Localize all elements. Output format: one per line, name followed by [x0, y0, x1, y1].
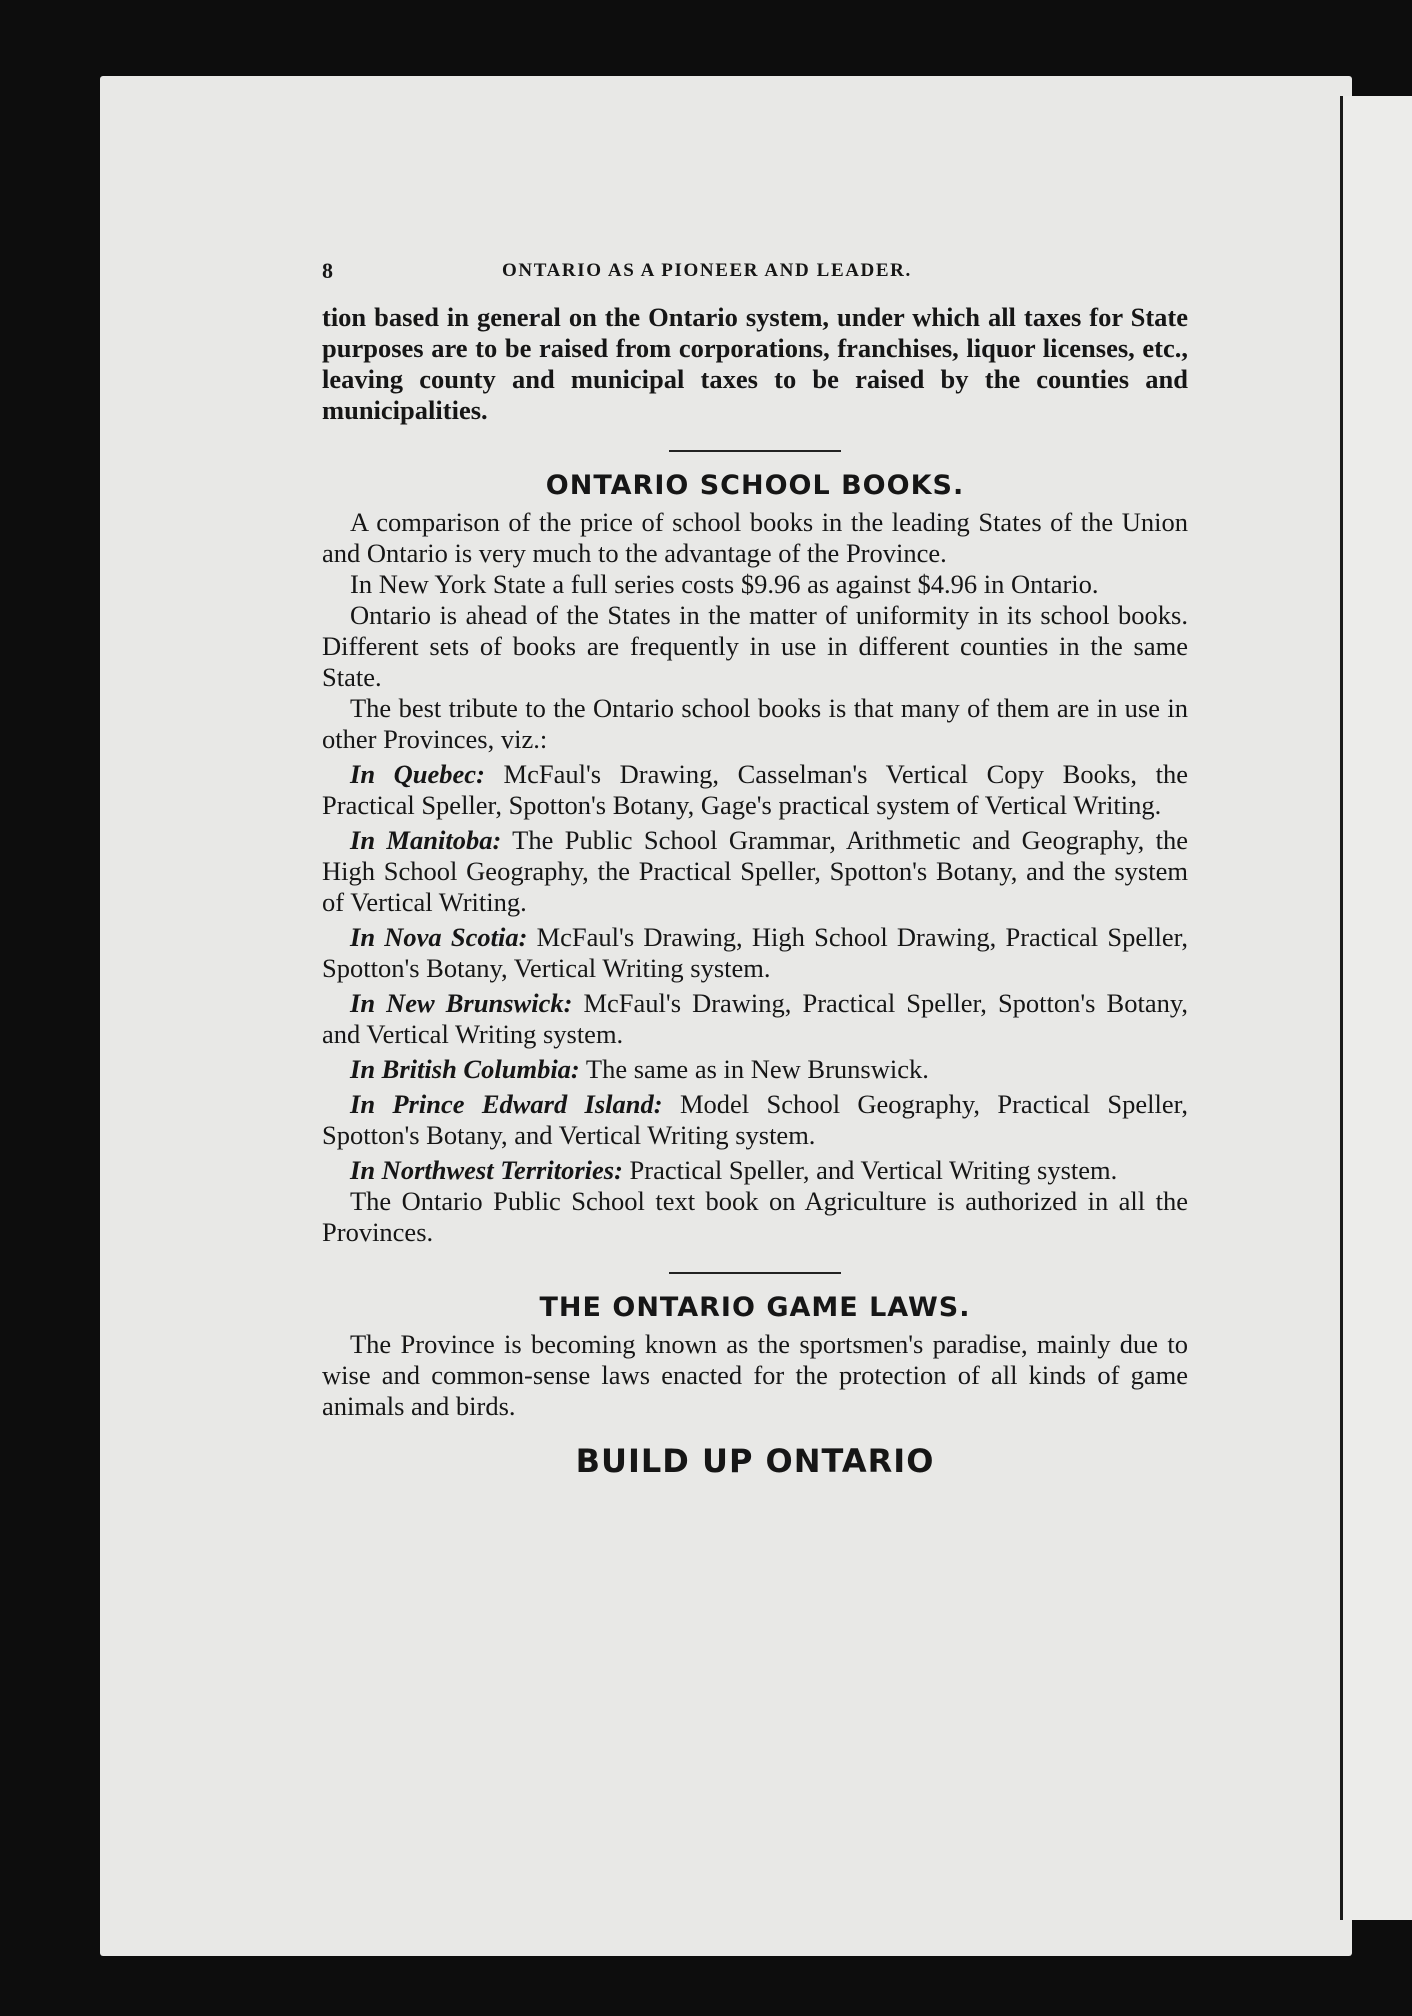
intro-paragraph: tion based in general on the Ontario system, under which all taxes for State purposes are to be raised from corporations, franchises, liquor licenses, etc., leaving county and municipal taxes to be raised by the counties and municipalities. — [322, 302, 1188, 425]
game-laws-paragraph: The Province is becoming known as the sportsmen's paradise, mainly due to wise and common-sense laws enacted for the protection of all kinds of game animals and birds. — [322, 1329, 1188, 1421]
closing-paragraph: The Ontario Public School text book on Agriculture is authorized in all the Provinces. — [322, 1186, 1188, 1247]
province-label: In British Columbia: — [350, 1054, 580, 1084]
province-entry — [322, 1054, 1188, 1085]
paragraph: In New York State a full series costs $9.96 as against $4.96 in Ontario. — [350, 569, 1099, 599]
province-text: McFaul's Drawing, Casselman's Vertical Copy Books, the Practical Speller, Spotton's Botany, Gage's practical system of Vertical Writing. — [322, 759, 1189, 820]
province-text: McFaul's Drawing, Practical Speller, Spotton's Botany, and Vertical Writing system. — [322, 988, 1189, 1049]
section-divider — [669, 450, 841, 452]
province-text: Practical Speller, and Vertical Writing system. — [629, 1155, 1118, 1185]
paragraph: Ontario is ahead of the States in the matter of uniformity in its school books. Different sets of books are frequently in use in different counties in the same State. — [322, 600, 1188, 692]
province-text: McFaul's Drawing, High School Drawing, Practical Speller, Spotton's Botany, Vertical Writing system. — [322, 922, 1188, 983]
province-entry — [322, 825, 1188, 918]
running-title: ONTARIO AS A PIONEER AND LEADER. — [502, 260, 912, 281]
school-books-heading: ONTARIO SCHOOL BOOKS. — [545, 470, 965, 501]
province-entry — [322, 988, 1188, 1050]
province-entry — [322, 1089, 1188, 1151]
province-text: The Public School Grammar, Arithmetic and Geography, the High School Geography, the Practical Speller, Spotton's Botany, and the system of Vertical Writing. — [322, 825, 1188, 917]
section-divider — [669, 1272, 841, 1274]
province-label: In Quebec: — [350, 759, 485, 789]
paragraph: The best tribute to the Ontario school books is that many of them are in use in other Provinces, viz.: — [322, 693, 1188, 754]
page-content — [322, 258, 1188, 1480]
build-up-ontario-banner: BUILD UP ONTARIO — [575, 1442, 935, 1480]
province-entry — [322, 1155, 1188, 1186]
page-number: 8 — [322, 258, 335, 283]
game-laws-heading: THE ONTARIO GAME LAWS. — [539, 1292, 971, 1323]
province-label: In Nova Scotia: — [350, 922, 528, 952]
province-text: Model School Geography, Practical Speller, Spotton's Botany, and Vertical Writing system. — [322, 1089, 1189, 1150]
province-label: In Manitoba: — [350, 825, 502, 855]
province-label: In Northwest Territories: — [350, 1155, 623, 1185]
province-entry — [322, 759, 1188, 821]
adjacent-page-edge — [1340, 96, 1412, 1920]
province-label: In New Brunswick: — [350, 988, 573, 1018]
province-label: In Prince Edward Island: — [350, 1089, 663, 1119]
paragraph: A comparison of the price of school books in the leading States of the Union and Ontario is very much to the advantage of the Province. — [322, 507, 1188, 568]
running-header — [322, 258, 1188, 292]
province-entry — [322, 922, 1188, 984]
province-text: The same as in New Brunswick. — [585, 1054, 929, 1084]
